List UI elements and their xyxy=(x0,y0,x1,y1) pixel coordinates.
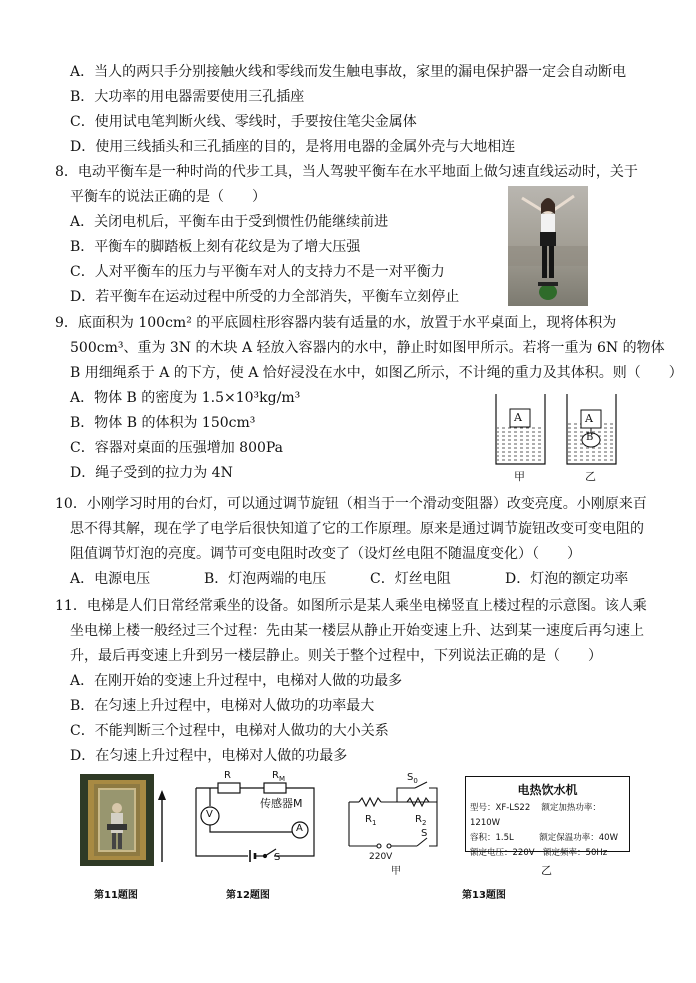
q11-stem-line2: 坐电梯上楼一般经过三个过程：先由某一楼层从静止开始变速上升、达到某一速度后再匀速上 xyxy=(70,623,644,639)
q11-stem-line1: 11．电梯是人们日常经常乘坐的设备。如图所示是某人乘坐电梯竖直上楼过程的示意图。该人乘 xyxy=(55,598,647,614)
q11-option-b: B．在匀速上升过程中，电梯对人做功的功率最大 xyxy=(70,698,375,714)
resistor-r2-label: $R_2$ xyxy=(415,814,427,827)
nameplate-row: 型号：XF-LS22 额定加热功率：1210W xyxy=(470,803,601,828)
figure-caption-yi: 乙 xyxy=(541,864,552,877)
q7-option-d: D．使用三线插头和三孔插座的目的，是将用电器的金属外壳与大地相连 xyxy=(70,139,516,155)
q7-option-a: A．当人的两只手分别接触火线和零线而发生触电事故，家里的漏电保护器一定会自动断电 xyxy=(70,64,627,80)
q10-stem-line1: 10．小刚学习时用的台灯，可以通过调节旋钮（相当于一个滑动变阻器）改变亮度。小刚原来百 xyxy=(55,496,647,512)
q11-option-c: C．不能判断三个过程中，电梯对人做功的大小关系 xyxy=(70,723,389,739)
q9-option-b: B．物体 B 的体积为 150cm³ xyxy=(70,415,256,431)
q9-stem-line2: 500cm³、重为 3N 的木块 A 轻放入容器内的水中，静止时如图甲所示。若将一重为 6N 的物体 xyxy=(70,340,665,356)
elevator-photo xyxy=(80,774,168,866)
q9-option-c: C．容器对桌面的压强增加 800Pa xyxy=(70,440,284,456)
caption-fig-12: 第12题图 xyxy=(226,890,270,901)
switch-s-label: S xyxy=(274,852,281,863)
q8-option-b: B．平衡车的脚踏板上刻有花纹是为了增大压强 xyxy=(70,239,361,255)
q7-option-b: B．大功率的用电器需要使用三孔插座 xyxy=(70,89,305,105)
block-a-label-yi: A xyxy=(585,412,593,425)
nameplate-row: 额定电压：220V 额定频率：50Hz xyxy=(470,848,608,858)
resistor-r-label: R xyxy=(224,770,231,781)
q9-container-figure xyxy=(490,390,630,486)
resistor-r1-label: $R_1$ xyxy=(365,814,377,827)
nameplate-row: 容积：1.5L 额定保温功率：40W xyxy=(470,833,618,843)
q8-option-a: A．关闭电机后，平衡车由于受到惯性仍能继续前进 xyxy=(70,214,389,230)
q8-stem-line2: 平衡车的说法正确的是（ ） xyxy=(70,189,266,205)
voltmeter-label: V xyxy=(206,809,213,820)
caption-fig-13: 第13题图 xyxy=(462,890,506,901)
figure-caption-yi: 乙 xyxy=(585,470,596,483)
balance-car-photo xyxy=(508,186,588,306)
q10-option-d: D．灯泡的额定功率 xyxy=(505,571,629,587)
q12-circuit-diagram xyxy=(188,770,328,866)
sensor-m-label: 传感器M xyxy=(260,797,303,810)
q10-stem-line3: 阻值调节灯泡的亮度。调节可变电阻时改变了（设灯丝电阻不随温度变化）（ ） xyxy=(70,546,581,562)
q9-stem-line3: B 用细绳系于 A 的下方，使 A 恰好浸没在水中，如图乙所示，不计绳的重力及其体积。则（ ） xyxy=(70,365,683,381)
q8-stem-line1: 8．电动平衡车是一种时尚的代步工具，当人驾驶平衡车在水平地面上做匀速直线运动时，关于 xyxy=(55,164,638,180)
q10-option-b: B．灯泡两端的电压 xyxy=(204,571,327,587)
q10-option-c: C．灯丝电阻 xyxy=(370,571,451,587)
q11-stem-line3: 升，最后再变速上升到另一楼层静止。则关于整个过程中，下列说法正确的是（ ） xyxy=(70,648,602,664)
figure-caption-jia: 甲 xyxy=(514,470,525,483)
q11-option-a: A．在刚开始的变速上升过程中，电梯对人做的功最多 xyxy=(70,673,403,689)
q9-option-d: D．绳子受到的拉力为 4N xyxy=(70,465,233,481)
water-dispenser-nameplate xyxy=(465,776,630,858)
q10-option-a: A．电源电压 xyxy=(70,571,151,587)
switch-s0-label: $S_0$ xyxy=(407,772,418,785)
block-b-label: B xyxy=(586,432,594,443)
q13-heater-circuit xyxy=(345,772,445,876)
q9-stem-line1: 9．底面积为 100cm² 的平底圆柱形容器内装有适量的水，放置于水平桌面上，现将体积为 xyxy=(55,315,617,331)
q11-option-d: D．在匀速上升过程中，电梯对人做的功最多 xyxy=(70,748,348,764)
ammeter-label: A xyxy=(296,823,303,834)
q8-option-d: D．若平衡车在运动过程中所受的力全部消失，平衡车立刻停止 xyxy=(70,289,460,305)
q7-option-c: C．使用试电笔判断火线、零线时，手要按住笔尖金属体 xyxy=(70,114,417,130)
caption-fig-11: 第11题图 xyxy=(94,890,138,901)
q9-option-a: A．物体 B 的密度为 1.5×10³kg/m³ xyxy=(70,390,301,406)
q8-option-c: C．人对平衡车的压力与平衡车对人的支持力不是一对平衡力 xyxy=(70,264,445,280)
figure-caption-jia: 甲 xyxy=(391,866,401,877)
block-a-label-jia: A xyxy=(514,411,522,424)
nameplate-title: 电热饮水机 xyxy=(517,783,578,797)
switch-s-label: S xyxy=(421,828,428,839)
voltage-220v-label: 220V xyxy=(369,852,393,862)
resistor-rm-label: $R_M$ xyxy=(272,770,285,783)
q10-stem-line2: 思不得其解，现在学了电学后很快知道了它的工作原理。原来是通过调节旋钮改变可变电阻的 xyxy=(70,521,644,537)
